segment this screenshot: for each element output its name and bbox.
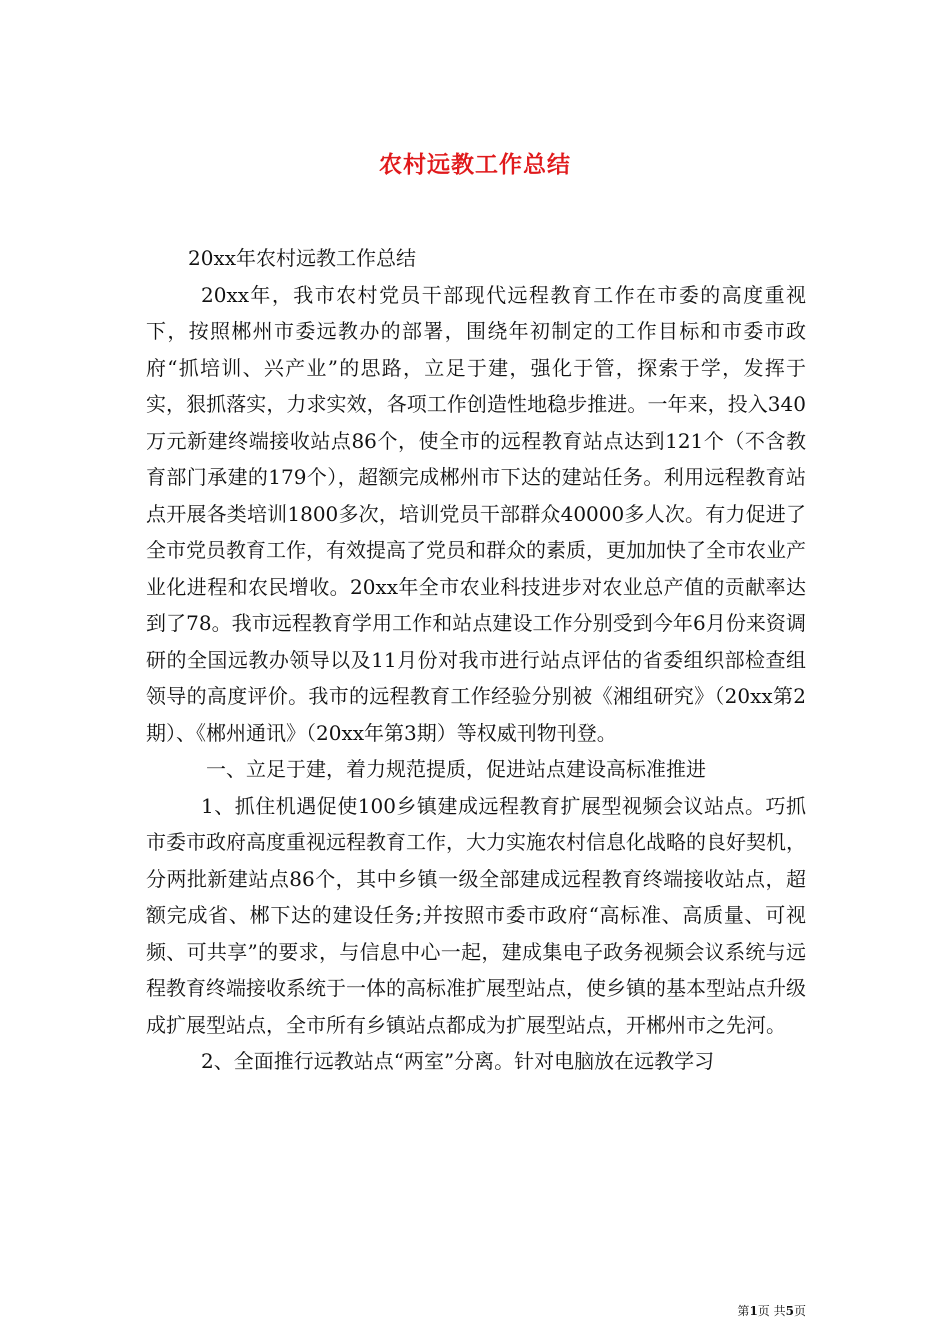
section-heading: 一、立足于建，着力规范提质，促进站点建设高标准推进 xyxy=(206,757,706,781)
document-body xyxy=(146,240,806,1080)
paragraph-item-1: 1、抓住机遇促使100乡镇建成远程教育扩展型视频会议站点。巧抓市委市政府高度重视远程教育工作，大力实施农村信息化战略的良好契机，分两批新建站点86个，其中乡镇一级全部建成远程教育终端接收站点，超额完成省、郴下达的建设任务;并按照市委市政府“高标准、高质量、可视频、可共享”的要求，与信息中心一起，建成集电子政务视频会议系统与远程教育终端接收系统于一体的高标准扩展型站点，使乡镇的基本型站点升级成扩展型站点，全市所有乡镇站点都成为扩展型站点，开郴州市之先河。 xyxy=(146,793,806,1037)
footer-current-page: 1 xyxy=(749,1304,758,1318)
footer-suffix: 页 xyxy=(793,1304,806,1318)
paragraph-subtitle: 20xx年农村远教工作总结 xyxy=(188,246,417,270)
document-title: 农村远教工作总结 xyxy=(379,152,571,179)
footer-middle: 页 共 xyxy=(757,1304,786,1318)
footer-total-pages: 5 xyxy=(785,1304,794,1318)
paragraph-item-2: 2、全面推行远教站点“两室”分离。针对电脑放在远教学习 xyxy=(201,1049,715,1073)
page-number-footer xyxy=(737,1303,806,1319)
footer-prefix: 第 xyxy=(737,1304,750,1318)
paragraph-intro: 20xx年，我市农村党员干部现代远程教育工作在市委的高度重视下，按照郴州市委远教办的部署，围绕年初制定的工作目标和市委市政府“抓培训、兴产业”的思路，立足于建，强化于管，探索于学，发挥于实，狠抓落实，力求实效，各项工作创造性地稳步推进。一年来，投入340万元新建终端接收站点86个，使全市的远程教育站点达到121个（不含教育部门承建的179个），超额完成郴州市下达的建站任务。利用远程教育站点开展各类培训1800多次，培训党员干部群众40000多人次。有力促进了全市党员教育工作，有效提高了党员和群众的素质，更加加快了全市农业产业化进程和农民增收。20xx年全市农业科技进步对农业总产值的贡献率达到了78。我市远程教育学用工作和站点建设工作分别受到今年6月份来资调研的全国远教办领导以及11月份对我市进行站点评估的省委组织部检查组领导的高度评价。我市的远程教育工作经验分别被《湘组研究》（20xx第2期）、《郴州通讯》（20xx年第3期）等权威刊物刊登。 xyxy=(146,282,806,745)
